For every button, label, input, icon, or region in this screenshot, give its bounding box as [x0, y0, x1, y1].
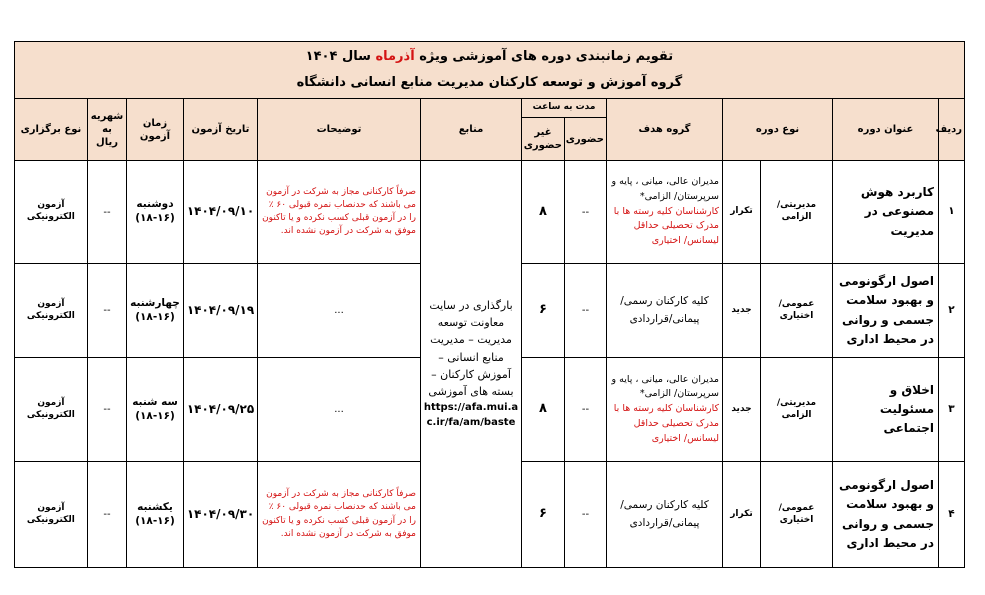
- header-notes: توضیحات: [258, 99, 421, 161]
- course-title: اخلاق و مسئولیت اجتماعی: [833, 358, 939, 462]
- title-line-2: گروه آموزش و توسعه کارکنان مدیریت منابع انسانی دانشگاه: [296, 75, 683, 90]
- exam-day: دوشنبه: [136, 198, 174, 211]
- course-status: تکرار: [723, 462, 761, 568]
- header-in-person: حضوری: [565, 118, 607, 161]
- sources-cell: [421, 161, 522, 568]
- schedule-table: [14, 41, 965, 568]
- title-line-1: تقویم زمانبندی دوره های آموزشی ویژه آذرماه سال ۱۴۰۴: [305, 49, 674, 64]
- title-month: آذرماه: [375, 49, 415, 64]
- sources-text: بارگذاری در سایت معاونت توسعه مدیریت – مدیریت منابع انسانی – آموزش کارکنان – بسته های آموزشی: [428, 299, 514, 398]
- exam-notes: صرفاً کارکنانی مجاز به شرکت در آزمون می باشند که حدنصاب نمره قبولی ۶۰ ٪ را در آزمون قبلی کسب نکرده و یا تاکنون موفق به شرکت در آزمون نشده اند.: [258, 161, 421, 264]
- exam-mode: آزمون الکترونیکی: [14, 264, 87, 358]
- header-target-group: گروه هدف: [607, 99, 723, 161]
- target-main: کلیه کارکنان رسمی/پیمانی/قراردادی: [620, 294, 709, 325]
- target-group: [607, 264, 723, 358]
- course-category: مدیریتی/الزامی: [761, 358, 833, 462]
- exam-time-cell: [127, 462, 184, 568]
- header-row-no: ردیف: [939, 99, 965, 161]
- non-in-person-hours: ۶: [522, 264, 565, 358]
- exam-time-cell: [127, 358, 184, 462]
- in-person-hours: --: [565, 462, 607, 568]
- non-in-person-hours: ۸: [522, 358, 565, 462]
- target-group: [607, 358, 723, 462]
- target-main: کلیه کارکنان رسمی/پیمانی/قراردادی: [620, 498, 709, 529]
- header-non-in-person: غیر حضوری: [522, 118, 565, 161]
- row-number: ۴: [939, 462, 965, 568]
- header-sources: منابع: [421, 99, 522, 161]
- target-group: [607, 161, 723, 264]
- exam-hours: (۱۸-۱۶): [135, 514, 175, 527]
- course-status: جدید: [723, 264, 761, 358]
- fee-value: --: [88, 264, 127, 358]
- target-main: مدیران عالی، میانی ، پایه و سرپرستان/ الزامی*: [611, 373, 719, 400]
- course-title: اصول ارگونومی و بهبود سلامت جسمی و روانی در محیط اداری: [833, 462, 939, 568]
- header-fee: شهریه به ریال: [88, 99, 127, 161]
- table-row: [14, 161, 964, 264]
- exam-mode: آزمون الکترونیکی: [14, 161, 87, 264]
- target-group: [607, 462, 723, 568]
- exam-date: ۱۴۰۴/۰۹/۳۰: [184, 462, 258, 568]
- exam-notes: ...: [258, 264, 421, 358]
- exam-time-cell: [127, 161, 184, 264]
- exam-notes: صرفاً کارکنانی مجاز به شرکت در آزمون می باشند که حدنصاب نمره قبولی ۶۰ ٪ را در آزمون قبلی کسب نکرده و یا تاکنون موفق به شرکت در آزمون نشده اند.: [258, 462, 421, 568]
- exam-date: ۱۴۰۴/۰۹/۱۹: [184, 264, 258, 358]
- exam-notes: ...: [258, 358, 421, 462]
- exam-day: چهارشنبه: [130, 296, 180, 309]
- table-title: [14, 42, 964, 99]
- header-exam-time: زمان آزمون: [127, 99, 184, 161]
- course-category: عمومی/اختیاری: [761, 462, 833, 568]
- course-status: تکرار: [723, 161, 761, 264]
- row-number: ۳: [939, 358, 965, 462]
- target-note: کارشناسان کلیه رسته ها با مدرک تحصیلی حداقل لیسانس/ اختیاری: [613, 205, 719, 247]
- header-duration: مدت به ساعت: [522, 99, 607, 118]
- sources-url[interactable]: https://afa.mui.ac.ir/fa/am/baste: [423, 401, 519, 429]
- fee-value: --: [88, 462, 127, 568]
- row-number: ۲: [939, 264, 965, 358]
- target-main: مدیران عالی، میانی ، پایه و سرپرستان/ الزامی*: [611, 176, 719, 202]
- in-person-hours: --: [565, 264, 607, 358]
- exam-mode: آزمون الکترونیکی: [14, 358, 87, 462]
- exam-date: ۱۴۰۴/۰۹/۱۰: [184, 161, 258, 264]
- schedule-sheet: [15, 41, 965, 568]
- course-category: عمومی/اختیاری: [761, 264, 833, 358]
- non-in-person-hours: ۶: [522, 462, 565, 568]
- exam-mode: آزمون الکترونیکی: [14, 462, 87, 568]
- course-status: جدید: [723, 358, 761, 462]
- target-note: کارشناسان کلیه رسته ها با مدرک تحصیلی حداقل لیسانس/ اختیاری: [613, 403, 719, 444]
- fee-value: --: [88, 358, 127, 462]
- exam-date: ۱۴۰۴/۰۹/۲۵: [184, 358, 258, 462]
- header-course-title: عنوان دوره: [833, 99, 939, 161]
- course-title: کاربرد هوش مصنوعی در مدیریت: [833, 161, 939, 264]
- exam-time-cell: [127, 264, 184, 358]
- course-category: مدیریتی/الزامی: [761, 161, 833, 264]
- exam-hours: (۱۸-۱۶): [135, 310, 175, 323]
- in-person-hours: --: [565, 358, 607, 462]
- exam-hours: (۱۸-۱۶): [135, 409, 175, 422]
- in-person-hours: --: [565, 161, 607, 264]
- header-exam-date: تاریخ آزمون: [184, 99, 258, 161]
- exam-day: سه شنبه: [132, 395, 178, 408]
- exam-hours: (۱۸-۱۶): [135, 212, 175, 224]
- header-course-type: نوع دوره: [723, 99, 833, 161]
- exam-day: یکشنبه: [137, 500, 173, 513]
- course-title: اصول ارگونومی و بهبود سلامت جسمی و روانی در محیط اداری: [833, 264, 939, 358]
- header-exam-mode: نوع برگزاری: [14, 99, 87, 161]
- non-in-person-hours: ۸: [522, 161, 565, 264]
- fee-value: --: [88, 161, 127, 264]
- row-number: ۱: [939, 161, 965, 264]
